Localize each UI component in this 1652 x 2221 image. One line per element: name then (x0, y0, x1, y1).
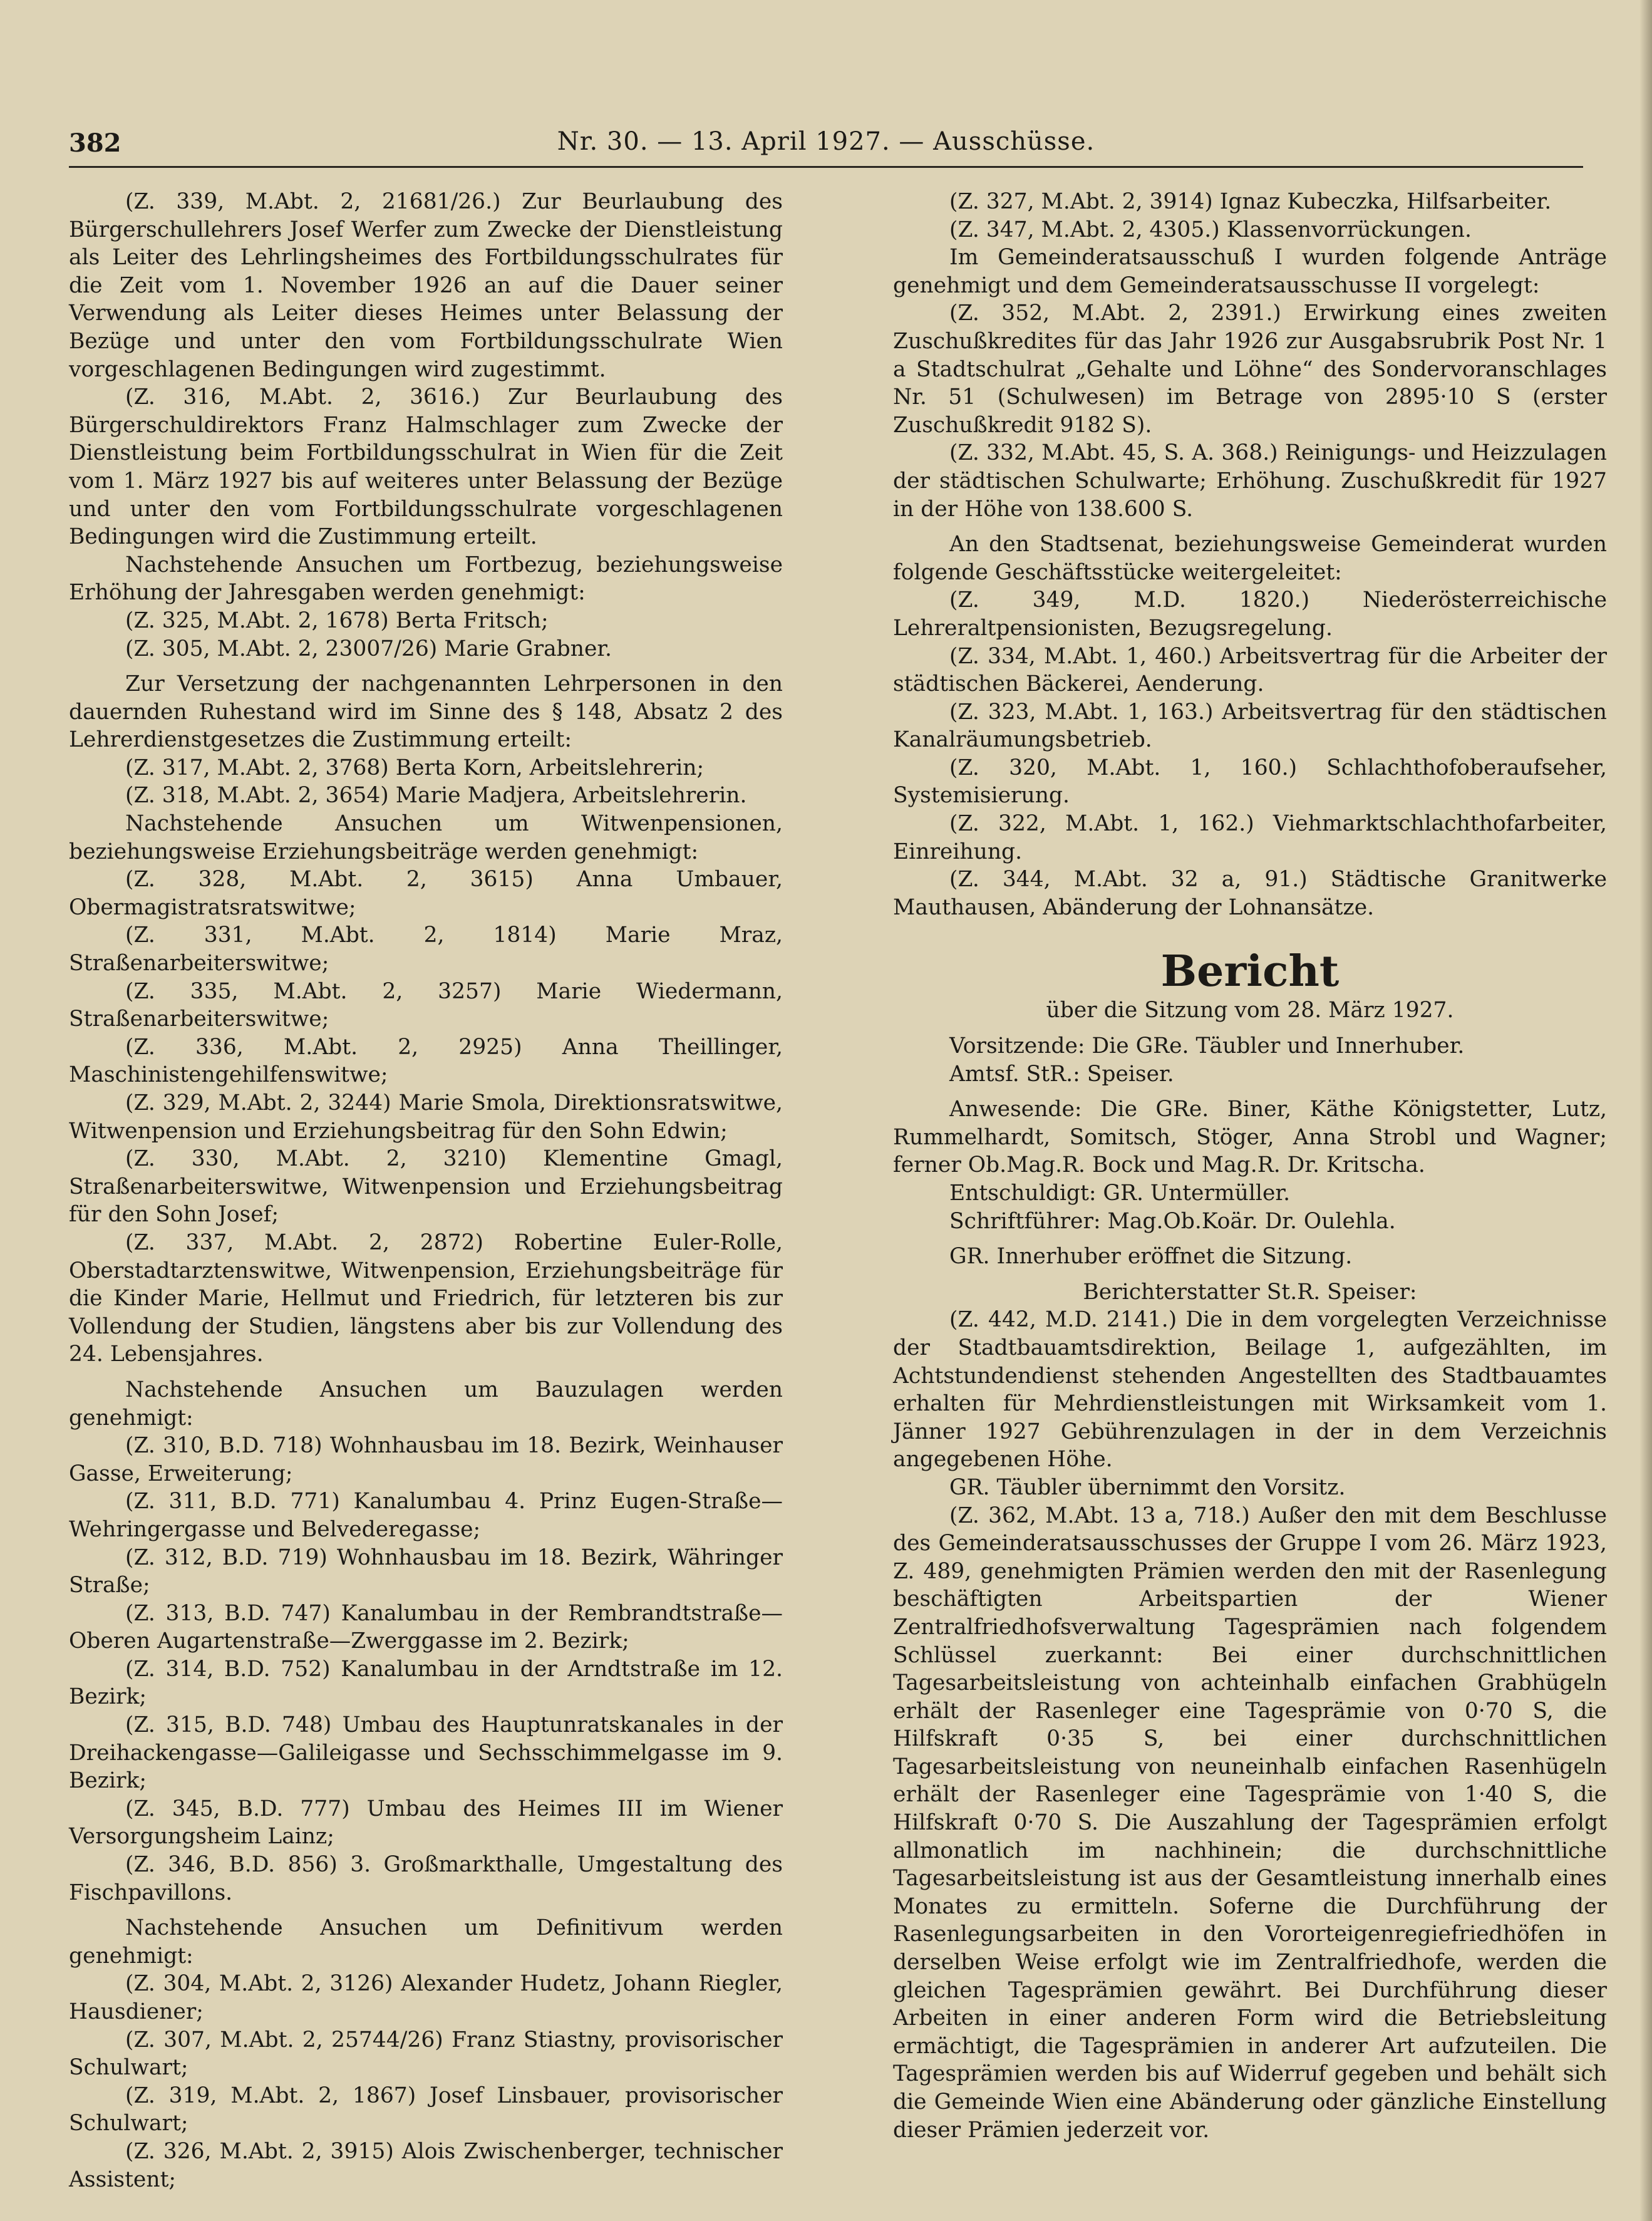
paragraph: Nachstehende Ansuchen um Fortbezug, beziehungsweise Erhöhung der Jahresgaben werden genehmigt: (69, 552, 783, 606)
rapporteur-line: Berichterstatter St.R. Speiser: (1083, 1279, 1417, 1305)
opening-line: GR. Innerhuber eröffnet die Sitzung. (949, 1244, 1353, 1270)
attendees-line: Anwesende: Die GRe. Biner, Käthe Königstetter, Lutz, Rummelhardt, Somitsch, Stöger, Anna Strobl und Wagner; ferner Ob.Mag.R. Bock und Mag.R. Dr. Kritscha. (893, 1097, 1607, 1178)
list-item: (Z. 310, B.D. 718) Wohnhausbau im 18. Bezirk, Weinhauser Gasse, Erweiterung; (69, 1433, 783, 1486)
list-item: (Z. 362, M.Abt. 13 a, 718.) Außer den mit dem Beschlusse des Gemeinderatsausschusses der Gruppe I vom 26. März 1923, Z. 489, genehmigten Prämien werden den mit der Rasenlegung beschäftigten Arbeitspartien der Wiener Zentralfriedhofsverwaltung Tagesprämien nach folgendem Schlüssel zuerkannt: Bei einer durchschnittlichen Tagesarbeitsleistung von achteinhalb einfachen Grabhügeln erhält der Rasenleger eine Tagesprämie von 0·70 S, die Hilfskraft 0·35 S, bei einer durchschnittlichen Tagesarbeitsleistung von neuneinhalb einfachen Rasenhügeln erhält der Rasenleger eine Tagesprämie von 1·40 S, die Hilfskraft 0·70 S. Die Auszahlung der Tagesprämien erfolgt allmonatlich im nachhinein; die durchschnittliche Tagesarbeitsleistung ist aus der Gesamtleistung innerhalb eines Monates zu ermitteln. Soferne die Durchführung der Rasenlegungsarbeiten in den Vororteigenregiefriedhöfen in derselben Weise erfolgt wie im Zentralfriedhofe, werden die gleichen Tagesprämien gewährt. Bei Durchführung dieser Arbeiten in einer anderen Form wird die Betriebsleitung ermächtigt, die Tagesprämien in anderer Art aufzuteilen. Die Tagesprämien werden bis auf Widerruf gegeben und behält sich die Gemeinde Wien eine Abänderung oder gänzliche Einstellung dieser Prämien jederzeit vor. (893, 1503, 1607, 2143)
list-item: (Z. 315, B.D. 748) Umbau des Hauptunratskanales in der Dreihackengasse—Galileigasse und Sechsschimmelgasse im 9. Bezirk; (69, 1712, 783, 1794)
list-item: (Z. 330, M.Abt. 2, 3210) Klementine Gmagl, Straßenarbeiterswitwe, Witwenpension und Erziehungsbeitrag für den Sohn Josef; (69, 1146, 783, 1228)
secretary-line: Schriftführer: Mag.Ob.Koär. Dr. Oulehla. (949, 1208, 1396, 1234)
paragraph: (Z. 316, M.Abt. 2, 3616.) Zur Beurlaubung des Bürgerschuldirektors Franz Halmschlager zum Zwecke der Dienstleistung beim Fortbildungsschulrat in Wien für die Zeit vom 1. März 1927 bis auf weiteres unter Belassung der Bezüge und unter den vom Fortbildungsschulrate vorgeschlagenen Bedingungen wird die Zustimmung erteilt. (69, 385, 783, 550)
list-item: (Z. 322, M.Abt. 1, 162.) Viehmarktschlachthofarbeiter, Einreihung. (893, 811, 1607, 864)
list-item: (Z. 319, M.Abt. 2, 1867) Josef Linsbauer, provisorischer Schulwart; (69, 2083, 783, 2136)
list-item: (Z. 327, M.Abt. 2, 3914) Ignaz Kubeczka, Hilfsarbeiter. (949, 189, 1552, 214)
list-item: (Z. 320, M.Abt. 1, 160.) Schlachthofoberaufseher, Systemisierung. (893, 755, 1607, 809)
bericht-subtitle: über die Sitzung vom 28. März 1927. (1046, 998, 1454, 1023)
list-item: (Z. 442, M.D. 2141.) Die in dem vorgelegten Verzeichnisse der Stadtbauamtsdirektion, Beilage 1, aufgezählten, im Achtstundendienst stehenden Angestellten des Stadtbauamtes erhalten für Mehrdienstleistungen mit Wirksamkeit vom 1. Jänner 1927 Gebührenzulagen in der in dem Verzeichnis angegebenen Höhe. (893, 1307, 1607, 1473)
list-item: (Z. 329, M.Abt. 2, 3244) Marie Smola, Direktionsratswitwe, Witwenpension und Erziehungsbeitrag für den Sohn Edwin; (69, 1090, 783, 1144)
list-item: (Z. 347, M.Abt. 2, 4305.) Klassenvorrückungen. (949, 217, 1472, 242)
list-item: (Z. 349, M.D. 1820.) Niederösterreichische Lehreraltpensionisten, Bezugsregelung. (893, 588, 1607, 641)
page-header (69, 122, 1583, 168)
chair-line: Vorsitzende: Die GRe. Täubler und Innerhuber. (949, 1033, 1465, 1059)
list-item: (Z. 335, M.Abt. 2, 3257) Marie Wiedermann, Straßenarbeiterswitwe; (69, 978, 783, 1032)
header-title: Nr. 30. — 13. April 1927. — Ausschüsse. (557, 127, 1095, 156)
list-item: (Z. 307, M.Abt. 2, 25744/26) Franz Stiastny, provisorischer Schulwart; (69, 2027, 783, 2081)
list-item: (Z. 304, M.Abt. 2, 3126) Alexander Hudetz, Johann Riegler, Hausdiener; (69, 1971, 783, 2024)
list-item: (Z. 318, M.Abt. 2, 3654) Marie Madjera, Arbeitslehrerin. (125, 783, 747, 809)
list-item: (Z. 328, M.Abt. 2, 3615) Anna Umbauer, Obermagistratsratswitwe; (69, 867, 783, 920)
excused-line: Entschuldigt: GR. Untermüller. (949, 1181, 1291, 1206)
paragraph: Zur Versetzung der nachgenannten Lehrpersonen in den dauernden Ruhestand wird im Sinne des § 148, Absatz 2 des Lehrerdienstgesetzes die Zustimmung erteilt: (69, 671, 783, 753)
list-item: (Z. 332, M.Abt. 45, S. A. 368.) Reinigungs- und Heizzulagen der städtischen Schulwarte; Erhöhung. Zuschußkredit für 1927 in der Höhe von 138.600 S. (893, 440, 1607, 522)
list-item: (Z. 346, B.D. 856) 3. Großmarkthalle, Umgestaltung des Fischpavillons. (69, 1852, 783, 1905)
left-column (69, 188, 783, 2193)
paragraph: Nachstehende Ansuchen um Bauzulagen werden genehmigt: (69, 1377, 783, 1431)
list-item: (Z. 312, B.D. 719) Wohnhausbau im 18. Bezirk, Währinger Straße; (69, 1545, 783, 1598)
right-column (893, 188, 1607, 2144)
paragraph: An den Stadtsenat, beziehungsweise Gemeinderat wurden folgende Geschäftsstücke weitergeleitet: (893, 532, 1607, 585)
list-item: (Z. 344, M.Abt. 32 a, 91.) Städtische Granitwerke Mauthausen, Abänderung der Lohnansätze. (893, 867, 1607, 920)
list-item: (Z. 334, M.Abt. 1, 460.) Arbeitsvertrag für die Arbeiter der städtischen Bäckerei, Aenderung. (893, 643, 1607, 697)
list-item: (Z. 311, B.D. 771) Kanalumbau 4. Prinz Eugen-Straße—Wehringergasse und Belvederegasse; (69, 1489, 783, 1542)
paragraph: Im Gemeinderatsausschuß I wurden folgende Anträge genehmigt und dem Gemeinderatsausschusse II vorgelegt: (893, 245, 1607, 298)
list-item: (Z. 325, M.Abt. 2, 1678) Berta Fritsch; (125, 608, 549, 633)
list-item: (Z. 345, B.D. 777) Umbau des Heimes III im Wiener Versorgungsheim Lainz; (69, 1796, 783, 1850)
list-item: (Z. 314, B.D. 752) Kanalumbau in der Arndtstraße im 12. Bezirk; (69, 1656, 783, 1710)
list-item: (Z. 352, M.Abt. 2, 2391.) Erwirkung eines zweiten Zuschußkredites für das Jahr 1926 zur Ausgabsrubrik Post Nr. 1 a Stadtschulrat „Gehalte und Löhne“ des Sondervoranschlages Nr. 51 (Schulwesen) im Betrage von 2895·10 S (erster Zuschußkredit 9182 S). (893, 301, 1607, 438)
chair-change-line: GR. Täubler übernimmt den Vorsitz. (949, 1474, 1346, 1500)
list-item: (Z. 336, M.Abt. 2, 2925) Anna Theillinger, Maschinistengehilfenswitwe; (69, 1034, 783, 1088)
list-item: (Z. 313, B.D. 747) Kanalumbau in der Rembrandtstraße—Oberen Augartenstraße—Zwerggasse im 2. Bezirk; (69, 1600, 783, 1654)
list-item: (Z. 317, M.Abt. 2, 3768) Berta Korn, Arbeitslehrerin; (125, 755, 705, 780)
page-number: 382 (69, 128, 121, 158)
list-item: (Z. 337, M.Abt. 2, 2872) Robertine Euler-Rolle, Oberstadtarztenswitwe, Witwenpension, Erziehungsbeiträge für die Kinder Marie, Hellmut und Friedrich, für letzteren bis zur Vollendung der Studien, längstens aber bis zur Vollendung des 24. Lebensjahres. (69, 1230, 783, 1367)
paragraph: Nachstehende Ansuchen um Witwenpensionen, beziehungsweise Erziehungsbeiträge werden genehmigt: (69, 811, 783, 864)
page-edge-shadow (1639, 0, 1652, 2221)
bericht-heading: Bericht (1160, 946, 1340, 997)
list-item: (Z. 305, M.Abt. 2, 23007/26) Marie Grabner. (125, 636, 612, 661)
list-item: (Z. 326, M.Abt. 2, 3915) Alois Zwischenberger, technischer Assistent; (69, 2138, 783, 2192)
paragraph: (Z. 339, M.Abt. 2, 21681/26.) Zur Beurlaubung des Bürgerschullehrers Josef Werfer zum Zwecke der Dienstleistung als Leiter des Lehrlingsheimes des Fortbildungsschulrates für die Zeit vom 1. November 1926 an auf die Dauer seiner Verwendung als Leiter dieses Heimes unter Belassung der Bezüge und unter den vom Fortbildungsschulrate Wien vorgeschlagenen Bedingungen wird zugestimmt. (69, 189, 783, 382)
list-item: (Z. 323, M.Abt. 1, 163.) Arbeitsvertrag für den städtischen Kanalräumungsbetrieb. (893, 699, 1607, 753)
amtsf-line: Amtsf. StR.: Speiser. (949, 1061, 1174, 1087)
paragraph: Nachstehende Ansuchen um Definitivum werden genehmigt: (69, 1915, 783, 1969)
list-item: (Z. 331, M.Abt. 2, 1814) Marie Mraz, Straßenarbeiterswitwe; (69, 923, 783, 976)
